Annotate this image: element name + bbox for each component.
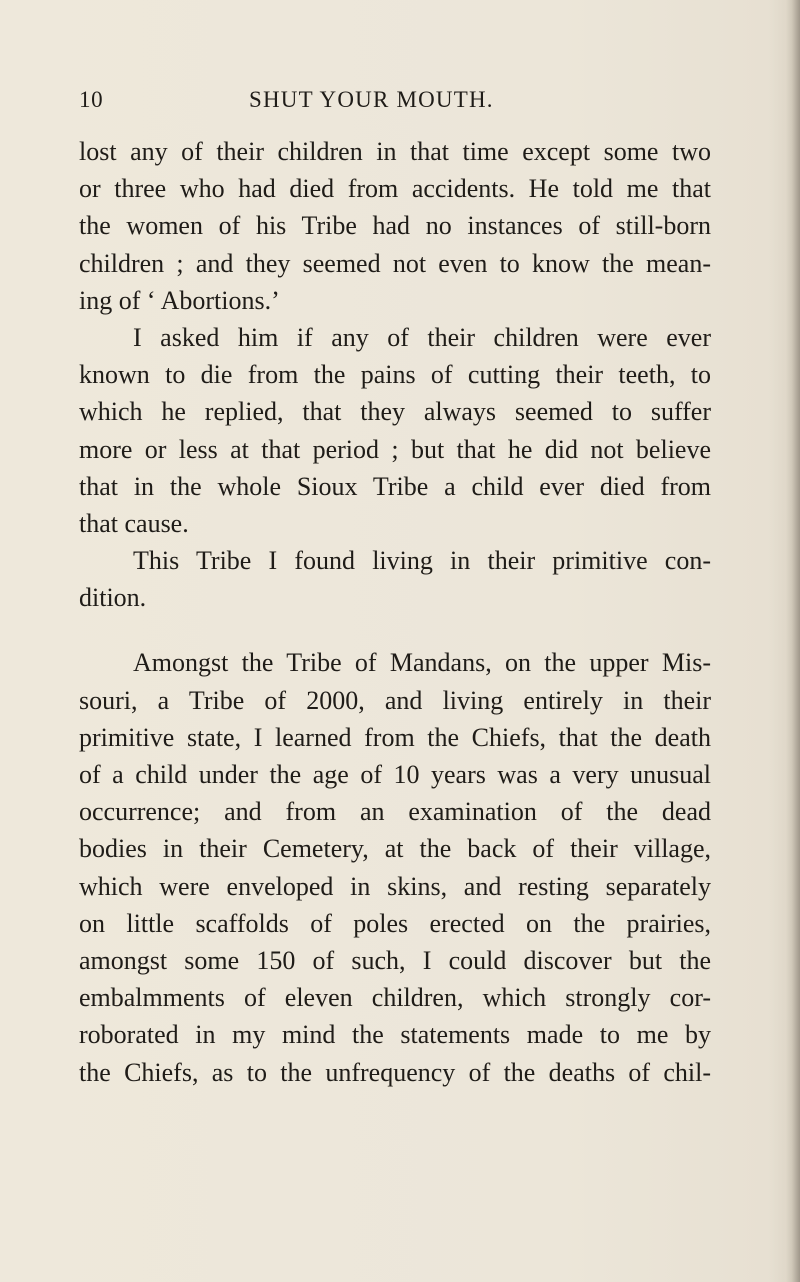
text-line: that in the whole Sioux Tribe a child ever died from (79, 471, 711, 501)
text-line: which he replied, that they always seemed to suffer (79, 397, 711, 427)
text-line: embalmments of eleven children, which strongly cor- (79, 983, 711, 1013)
paragraph-gap (79, 616, 711, 644)
text-line: amongst some 150 of such, I could discover but the (79, 945, 711, 975)
text-line: children ; and they seemed not even to know the mean- (79, 248, 711, 278)
text-line: Amongst the Tribe of Mandans, on the upper Mis- (133, 648, 711, 678)
text-line: This Tribe I found living in their primitive con- (133, 546, 711, 576)
text-line: lost any of their children in that time except some two (79, 137, 711, 166)
text-line: which were enveloped in skins, and resting separately (79, 871, 711, 901)
text-line: known to die from the pains of cutting their teeth, to (79, 360, 711, 390)
page-edge-shadow (786, 0, 800, 1282)
text-line: on little scaffolds of poles erected on the prairies, (79, 908, 711, 938)
text-line: primitive state, I learned from the Chiefs, that the death (79, 722, 711, 752)
text-line: bodies in their Cemetery, at the back of their village, (79, 834, 711, 864)
paragraph-2 (79, 319, 711, 542)
text-line: occurrence; and from an examination of the dead (79, 797, 711, 827)
page-number: 10 (79, 87, 104, 112)
text-line: the women of his Tribe had no instances of still-born (79, 211, 711, 241)
paragraph-1 (79, 133, 711, 319)
running-title: SHUT YOUR MOUTH. (249, 87, 494, 112)
text-line: more or less at that period ; but that he did not believe (79, 434, 711, 464)
paragraph-4 (79, 644, 711, 1090)
text-line: of a child under the age of 10 years was a very unusual (79, 760, 711, 789)
text-line: that cause. (79, 508, 189, 538)
text-line: or three who had died from accidents. He told me that (79, 174, 711, 204)
text-line: roborated in my mind the statements made to me by (79, 1020, 711, 1050)
text-line: I asked him if any of their children were ever (133, 322, 711, 352)
paragraph-3 (79, 542, 711, 616)
running-head (79, 87, 711, 119)
body-text (79, 133, 711, 1091)
text-line: dition. (79, 583, 147, 613)
text-line: souri, a Tribe of 2000, and living entirely in their (79, 685, 711, 715)
text-line: ing of ‘ Abortions.’ (79, 285, 280, 315)
text-line: the Chiefs, as to the unfrequency of the deaths of chil- (79, 1057, 711, 1087)
